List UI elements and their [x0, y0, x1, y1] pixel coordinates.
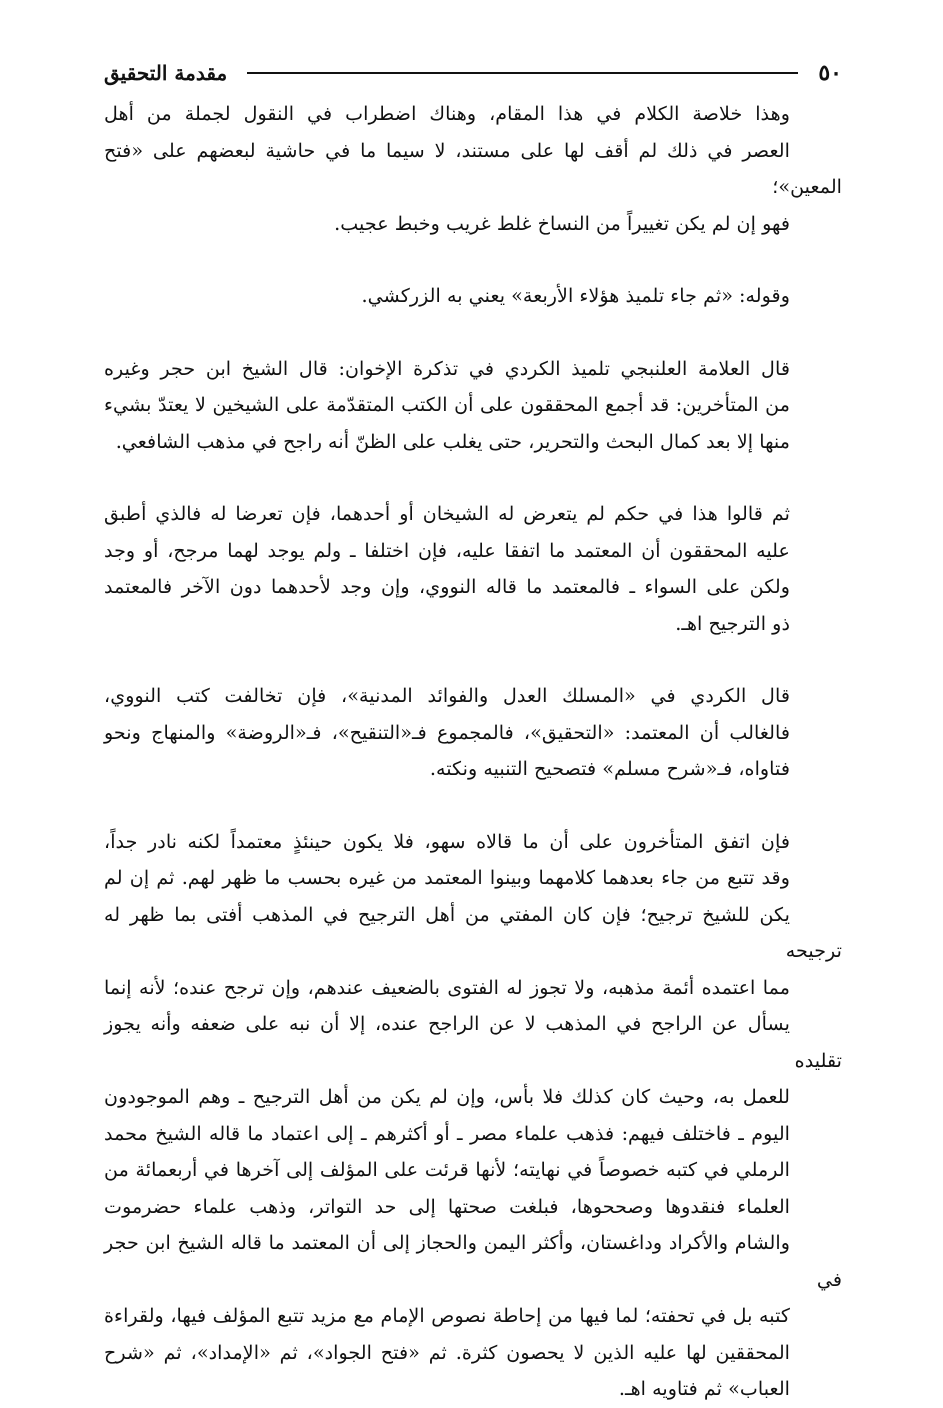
- text-line: منها إلا بعد كمال البحث والتحرير، حتى يغلب على الظنّ أنه راجح في مذهب الشافعي.: [115, 429, 790, 453]
- text-line: الرملي في كتبه خصوصاً في نهايته؛ لأنها قرئت على المؤلف إلى آخرها في أربعمائة من: [104, 1158, 790, 1181]
- paragraph: [104, 496, 842, 642]
- text-line: وقوله: «ثم جاء تلميذ هؤلاء الأربعة» يعني به الزركشي.: [361, 284, 790, 307]
- text-line: يكن للشيخ ترجيح؛ فإن كان المفتي من أهل الترجيح في المذهب أفتى بما ظهر له ترجيحه: [104, 902, 842, 962]
- text-line: ثم قالوا هذا في حكم لم يتعرض له الشيخان أو أحدهما، فإن تعرضا له فالذي أطبق: [104, 502, 790, 525]
- running-title: مقدمة التحقيق: [104, 61, 228, 85]
- text-line: للعمل به، وحيث كان كذلك فلا بأس، وإن لم يكن من أهل الترجيح ـ وهم الموجودون: [104, 1085, 790, 1108]
- text-line: فهو إن لم يكن تغييراً من النساخ غلط غريب وخبط عجيب.: [334, 211, 790, 235]
- text-line: العلماء فنقدوها وصححوها، فبلغت صحتها إلى حد التواتر، وذهب علماء حضرموت: [104, 1194, 790, 1218]
- header-rule: [247, 72, 798, 74]
- text-line: العصر في ذلك لم أقف لها على مستند، لا سيما ما في حاشية لبعضهم على «فتح المعين»؛: [104, 138, 842, 198]
- paragraph: [104, 824, 842, 1408]
- text-line: يسأل عن الراجح في المذهب لا عن الراجح عنده، إلا أن نبه على ضعفه وأنه يجوز تقليده: [104, 1012, 842, 1072]
- text-line: قال الكردي في «المسلك العدل والفوائد المدنية»، فإن تخالفت كتب النووي،: [104, 684, 790, 707]
- text-line: كتبه بل في تحفته؛ لما فيها من إحاطة نصوص الإمام مع مزيد تتبع المؤلف فيها، ولقراءة: [104, 1304, 790, 1327]
- paragraph: [104, 351, 842, 461]
- paragraph: [104, 96, 842, 242]
- body-text: [104, 96, 842, 1408]
- text-line: وهذا خلاصة الكلام في هذا المقام، وهناك اضطراب في النقول لجملة من أهل: [104, 102, 790, 125]
- text-line: عليه المحققون أن المعتمد ما اتفقا عليه، فإن اختلفا ـ ولم يوجد لهما مرجح، أو وجد: [104, 538, 790, 562]
- text-line: العباب» ثم فتاويه اهـ.: [618, 1377, 790, 1400]
- text-line: مما اعتمده أئمة مذهبه، ولا تجوز له الفتوى بالضعيف عندهم، وإن ترجح عنده؛ لأنه إنما: [104, 975, 790, 999]
- text-line: فالغالب أن المعتمد: «التحقيق»، فالمجموع فـ«التنقيح»، فـ«الروضة» والمنهاج ونحو: [104, 720, 790, 744]
- text-line: اليوم ـ فاختلف فيهم: فذهب علماء مصر ـ أو أكثرهم ـ إلى اعتماد ما قاله الشيخ محمد: [104, 1121, 790, 1145]
- text-line: وقد تتبع من جاء بعدهما كلامهما وبينوا المعتمد من غيره بحسب ما ظهر لهم. ثم إن لم: [104, 866, 790, 889]
- page-number: ٥٠: [818, 60, 842, 86]
- page-header: [104, 56, 842, 90]
- text-line: ولكن على السواء ـ فالمعتمد ما قاله النووي، وإن وجد لأحدهما دون الآخر فالمعتمد: [104, 575, 790, 598]
- paragraph: [104, 678, 842, 788]
- paragraph: [104, 278, 842, 315]
- text-line: قال العلامة العلنبجي تلميذ الكردي في تذكرة الإخوان: قال الشيخ ابن حجر وغيره: [104, 356, 790, 380]
- text-line: فإن اتفق المتأخرون على أن ما قالاه سهو، فلا يكون حينئذٍ معتمداً لكنه نادر جداً،: [104, 829, 790, 853]
- text-line: فتاواه، فـ«شرح مسلم» فتصحيح التنبيه ونكته.: [429, 757, 790, 780]
- text-line: من المتأخرين: قد أجمع المحققون على أن الكتب المتقدّمة على الشيخين لا يعتدّ بشيء: [104, 393, 790, 416]
- text-line: المحققين لها عليه الذين لا يحصون كثرة. ثم «فتح الجواد»، ثم «الإمداد»، ثم «شرح: [104, 1340, 790, 1364]
- text-line: والشام والأكراد وداغستان، وأكثر اليمن والحجاز إلى أن المعتمد ما قاله الشيخ ابن حجر في: [104, 1231, 842, 1291]
- text-line: ذو الترجيح اهـ.: [675, 611, 790, 635]
